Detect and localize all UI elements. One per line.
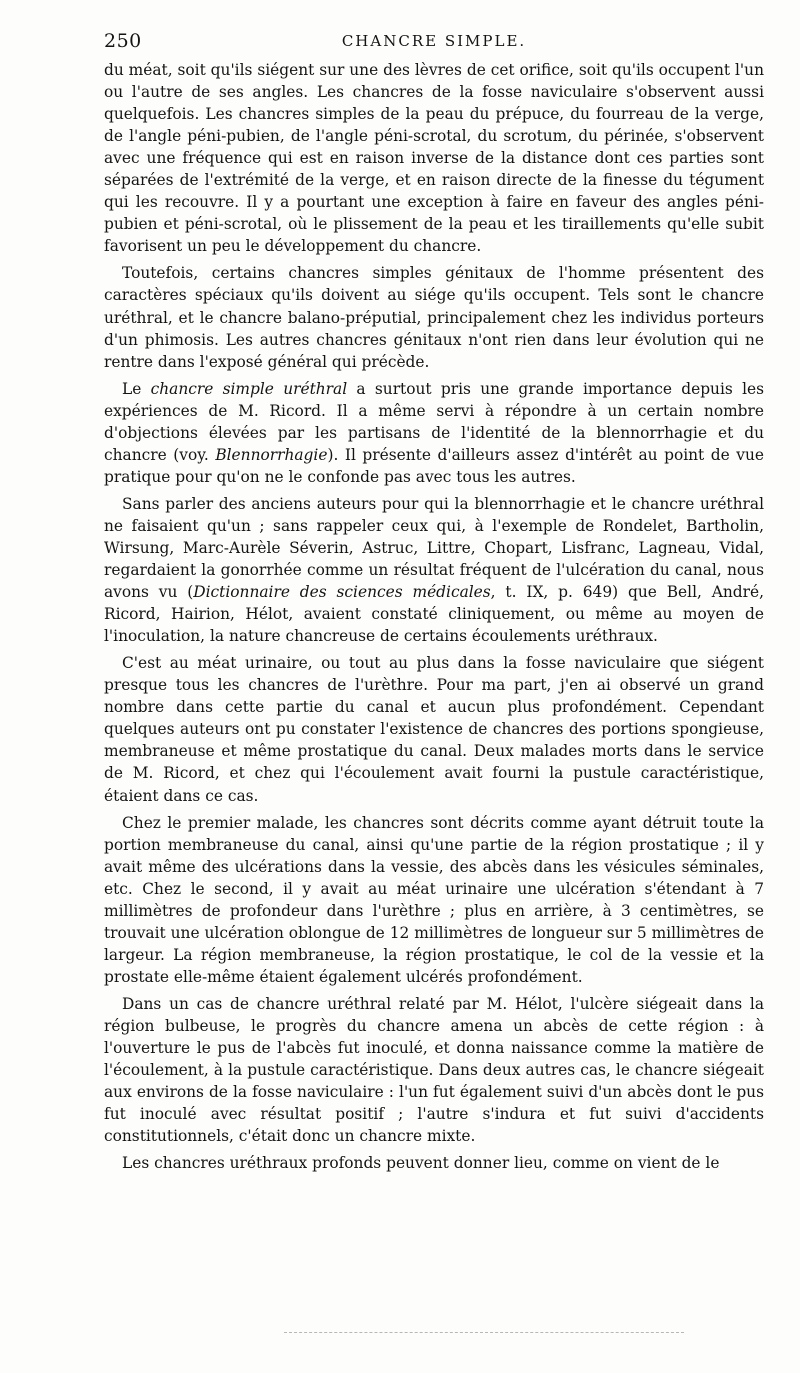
italic-text: Dictionnaire des sciences médicales (193, 583, 491, 602)
paragraph: Chez le premier malade, les chancres sont décrits comme ayant détruit toute la portion membraneuse du canal, ainsi qu'une partie de la région prostatique ; il y avait même des ulcérations dans la vessie, des abcès dans les vésicules séminales, etc. Chez le second, il y avait au méat urinaire une ulcération s'étendant à 7 millimètres de profondeur dans l'urèthre ; plus en arrière, à 3 centimètres, se trouvait une ulcération oblongue de 12 millimètres de longueur sur 5 millimètres de largeur. La région membraneuse, la région prostatique, le col de la vessie et la prostate elle-même étaient également ulcérés profondément. (104, 813, 764, 986)
running-title: CHANCRE SIMPLE. (341, 32, 527, 50)
footer-rule (284, 1332, 684, 1333)
body-text (104, 59, 764, 1179)
paragraph: C'est au méat urinaire, ou tout au plus dans la fosse naviculaire que siégent presque tous les chancres de l'urèthre. Pour ma part, j'en ai observé un grand nombre dans cette partie du canal et aucun plus profondément. Cependant quelques auteurs ont pu constater l'existence de chancres des portions spongieuse, membraneuse et même prostatique du canal. Deux malades morts dans le service de M. Ricord, et chez qui l'écoulement avait fourni la pustule caractéristique, étaient dans ce cas. (104, 654, 764, 805)
paragraph: Toutefois, certains chancres simples génitaux de l'homme présentent des caractères spéciaux qu'ils doivent au siége qu'ils occupent. Tels sont le chancre uréthral, et le chancre balano-préputial, principalement chez les individus porteurs d'un phimosis. Les autres chancres génitaux n'ont rien dans leur évolution qui ne rentre dans l'exposé général qui précède. (104, 264, 764, 371)
paragraph: Les chancres uréthraux profonds peuvent donner lieu, comme on vient de le (122, 1154, 720, 1173)
italic-text: Blennorrhagie (215, 445, 328, 464)
page-number: 250 (104, 30, 142, 52)
paragraph: Dans un cas de chancre uréthral relaté par M. Hélot, l'ulcère siégeait dans la région bulbeuse, le progrès du chancre amena un abcès de cette région : à l'ouverture le pus de l'abcès fut inoculé, et donna naissance comme la matière de l'écoulement, à la pustule caractéristique. Dans deux autres cas, le chancre siégeait aux environs de la fosse naviculaire : l'un fut également suivi d'un abcès dont le pus fut inoculé avec résultat positif ; l'autre s'indura et fut suivi d'accidents constitutionnels, c'était donc un chancre mixte. (104, 994, 764, 1146)
paragraph: Sans parler des anciens auteurs pour qui la blennorrhagie et le chancre uréthral ne faisaient qu'un ; sans rappeler ceux qui, à l'exemple de Rondelet, Bartholin, Wirsung, Marc-Aurèle Séverin, Astruc, Littre, Chopart, Lisfranc, Lagneau, Vidal, regardaient la gonorrhée comme un résultat fréquent de l'ulcération du canal, nous avons vu (Dictionnaire des sciences médicales, t. IX, p. 649) que Bell, André, Ricord, Hairion, Hélot, avaient constaté cliniquement, ou même au moyen de l'inoculation, la nature chancreuse de certains écoulements uréthraux. (104, 494, 764, 646)
paragraph: du méat, soit qu'ils siégent sur une des lèvres de cet orifice, soit qu'ils occupent l'un ou l'autre de ses angles. Les chancres de la fosse naviculaire s'observent aussi quelquefois. Les chancres simples de la peau du prépuce, du fourreau de la verge, de l'angle péni-pubien, de l'angle péni-scrotal, du scrotum, du périnée, s'observent avec une fréquence qui est en raison inverse de la distance dont ces parties sont séparées de l'extrémité de la verge, et en raison directe de la finesse du tégument qui les recouvre. Il y a pourtant une exception à faire en faveur des angles péni-pubien et péni-scrotal, où le plissement de la peau et les tiraillements qu'elle subit favorisent un peu le développement du chancre. (104, 61, 764, 256)
italic-text: chancre simple uréthral (150, 379, 348, 398)
paragraph: Le chancre simple uréthral a surtout pris une grande importance depuis les expériences de M. Ricord. Il a même servi à répondre à un certain nombre d'objections élevées par les partisans de l'identité de la blennorrhagie et du chancre (voy. Blennorrhagie). Il présente d'ailleurs assez d'intérêt au point de vue pratique pour qu'on ne le confonde pas avec tous les autres. (104, 379, 765, 486)
page-header (104, 22, 764, 56)
